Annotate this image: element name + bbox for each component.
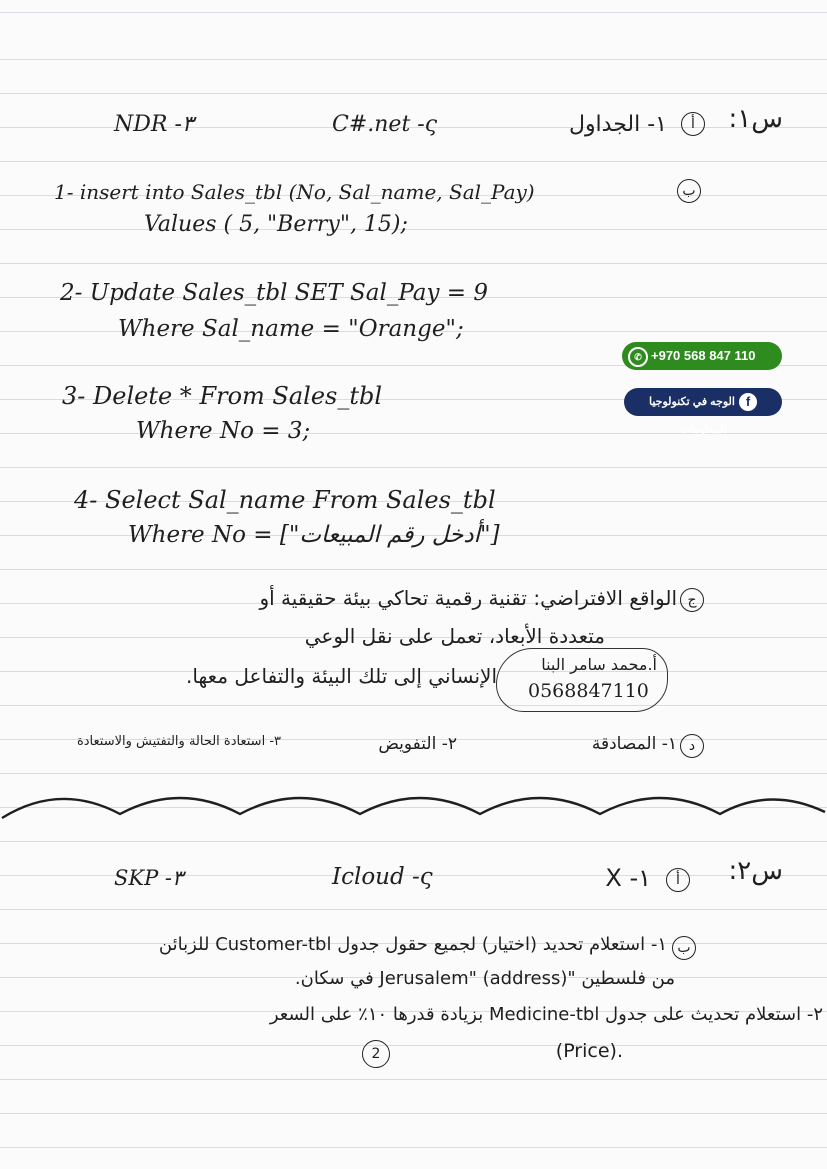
wavy-separator	[0, 786, 827, 826]
q2-part-a-marker: أ	[666, 868, 690, 892]
q2-part-b-marker: ب	[672, 936, 696, 960]
q1-part-c-marker: ج	[680, 588, 704, 612]
phone-badge	[622, 342, 782, 370]
sql-line-1b: Values ( 5, "Berry", 15);	[144, 212, 408, 237]
q1-a-item2: C#.net -ς	[332, 112, 438, 137]
stamp-number: 0568847110	[528, 680, 649, 702]
q1-c-line2: متعددة الأبعاد، تعمل على نقل الوعي	[304, 624, 605, 648]
q1-d-item2: ٢- التفويض	[378, 734, 457, 754]
sql-line-4b: Where No = ["أدخل رقم المبيعات"]	[128, 522, 500, 548]
q2-label: س٢:	[728, 856, 783, 886]
sql-line-2b: Where Sal_name = "Orange";	[118, 316, 464, 342]
sql-line-3a: 3- Delete * From Sales_tbl	[62, 382, 383, 410]
facebook-badge	[624, 388, 782, 436]
sql-line-3b: Where No = 3;	[136, 418, 311, 444]
phone-number: +970 568 847 110	[651, 348, 756, 363]
sql-line-1a: 1- insert into Sales_tbl (No, Sal_name, Sal_Pay)	[54, 180, 535, 204]
stamp-name: أ.محمد سامر البنا	[541, 655, 657, 674]
q1-part-b-marker: ب	[677, 179, 701, 203]
sql-line-4a: 4- Select Sal_name From Sales_tbl	[74, 486, 496, 514]
q1-a-item3: NDR -٣	[114, 112, 194, 137]
facebook-page-name: الوجه في تكنولوجيا المعلومات	[649, 396, 735, 436]
q1-c-line1: الواقع الافتراضي: تقنية رقمية تحاكي بيئة حقيقية أو	[259, 586, 677, 610]
q1-d-item1: ١- المصادقة	[591, 734, 677, 754]
q1-a-item1: ١- الجداول	[568, 112, 667, 137]
page-number: 2	[362, 1040, 390, 1068]
facebook-icon: f	[739, 393, 757, 411]
whatsapp-icon: ✆	[628, 347, 648, 367]
q2-a-item2: Icloud -ς	[332, 864, 433, 890]
q1-label: س١:	[728, 104, 783, 134]
q2-b-line1: ١- استعلام تحديد (اختيار) لجميع حقول جدول Customer-tbl للزبائن	[158, 934, 667, 955]
q2-b-line2: من فلسطين "Jerusalem" (address) في سكان.	[294, 968, 675, 989]
q2-b-line4: .(Price)	[555, 1040, 623, 1062]
q1-c-line3: الإنساني إلى تلك البيئة والتفاعل معها.	[186, 664, 497, 688]
q2-b-line3: ٢- استعلام تحديث على جدول Medicine-tbl بزيادة قدرها ١٠٪ على السعر	[269, 1004, 823, 1025]
q1-part-a-marker: أ	[681, 112, 705, 136]
q1-part-d-marker: د	[680, 734, 704, 758]
q2-a-item1: ١- X	[605, 864, 651, 892]
q1-d-item3: ٣- استعادة الحالة والتفتيش والاستعادة	[76, 734, 281, 749]
sql-line-2a: 2- Update Sales_tbl SET Sal_Pay = 9	[60, 280, 488, 306]
q2-a-item3: SKP -٣	[114, 866, 184, 890]
